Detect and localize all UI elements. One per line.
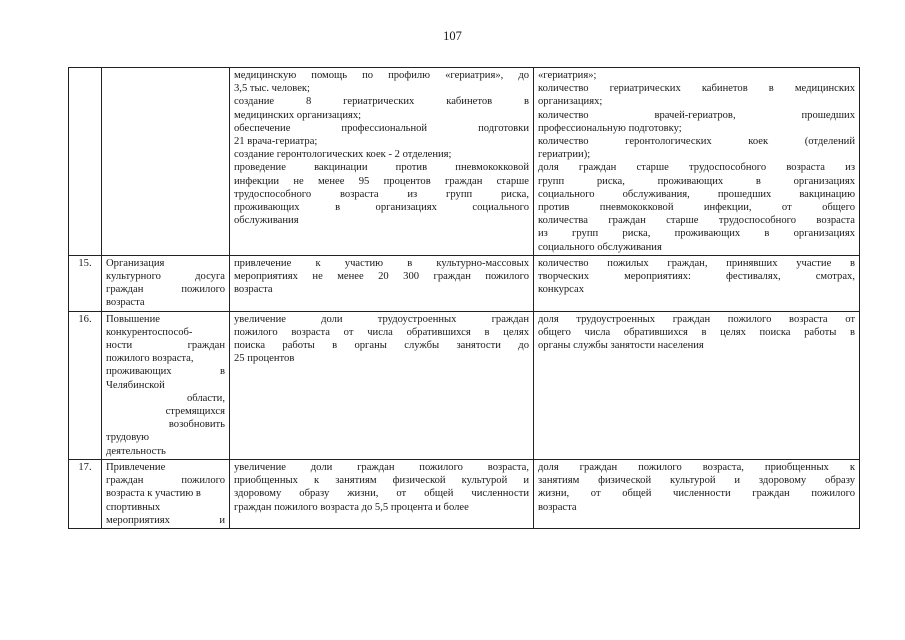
text-line: возраста [538,501,577,513]
text-line: профессиональную подготовку; [538,122,682,134]
page-number: 107 [443,29,462,43]
event-name-cell [102,459,230,528]
text-line: «гериатрия»; [538,70,597,81]
text-line: создание геронтологических коек - 2 отделения; [234,149,452,161]
measure-cell [230,68,534,256]
text-line: Привлечение [106,461,166,473]
text-line: увеличение доли трудоустроенных граждан [234,313,529,325]
text-line: организациях; [538,96,603,108]
table-body [69,68,860,529]
measure-cell [230,255,534,311]
event-name-cell [102,255,230,311]
text-line: пожилого возраста, [106,353,194,365]
text-line: поиска работы в органы службы занятости до [234,340,529,352]
text-line: спортивных [106,501,161,513]
text-line: гериатрии); [538,149,591,161]
indicator-cell [534,68,860,256]
measure-cell [230,311,534,459]
table-row [69,255,860,311]
text-line: возраста к участию в [106,488,201,500]
table-row [69,459,860,528]
text-line: трудоспособного возраста из групп риска, [234,188,529,200]
text-line: социального обслуживания [538,241,662,253]
text-line: мероприятиях и [106,514,225,526]
text-line: доля граждан старше трудоспособного возраста из [538,162,855,174]
indicator-cell [534,311,860,459]
indicator-cell [534,459,860,528]
text-line: возраста [106,297,145,309]
measures-table [68,67,860,529]
table-row [69,68,860,256]
event-name-cell [102,68,230,256]
text-line: Челябинской [106,379,165,391]
text-line: доля граждан пожилого возраста, приобщенных к [538,461,855,473]
text-line: количество гериатрических кабинетов в медицинских [538,83,855,95]
text-line: проживающих в организациях социального [234,202,529,214]
text-line: трудовую [106,432,150,444]
text-line: проведение вакцинации против пневмококковой [234,162,529,174]
text-line: количество врачей-гериатров, прошедших [538,109,855,121]
row-number: 16. [69,311,102,459]
text-line: культурного досуга [106,271,225,283]
text-line: органы службы занятости населения [538,340,704,352]
text-line: социального обслуживания, прошедших вакцинацию [538,188,855,200]
table-row [69,311,860,459]
row-number: 15. [69,255,102,311]
text-line: деятельность [106,445,166,457]
text-line: конкурентоспособ- [106,326,193,338]
text-line: области, [186,392,225,404]
text-line: увеличение доли граждан пожилого возраста, [234,461,529,473]
text-line: приобщенных к занятиям физической культурой и [234,475,529,487]
text-line: обслуживания [234,215,299,227]
text-line: мероприятиях не менее 20 300 граждан пожилого [234,271,529,283]
text-line: занятиям физической культурой и здоровому образу [538,475,855,487]
text-line: возраста [234,284,273,296]
text-line: создание 8 гериатрических кабинетов в [234,96,529,108]
text-line: общего числа обратившихся в целях поиска работы в [538,326,855,338]
text-line: пожилого возраста от числа обратившихся в целях [234,326,529,338]
text-line: групп риска, проживающих в организациях [538,175,855,187]
text-line: медицинских организациях; [234,109,362,121]
text-line: конкурсах [538,284,584,296]
text-line: обеспечение профессиональной подготовки [234,122,529,134]
text-line: из групп риска, проживающих в организациях [538,228,855,240]
text-line: ности граждан [106,340,225,352]
text-line: возобновить [168,419,225,431]
text-line: 21 врача-гериатра; [234,136,318,148]
row-number: 17. [69,459,102,528]
text-line: инфекции не менее 95 процентов граждан старше [234,175,529,187]
text-line: привлечение к участию в культурно-массовых [234,257,529,269]
text-line: 25 процентов [234,353,295,365]
row-number [69,68,102,256]
indicator-cell [534,255,860,311]
text-line: здоровому образу жизни, от общей численности [234,488,529,500]
text-line: доля трудоустроенных граждан пожилого возраста от [538,313,855,325]
measure-cell [230,459,534,528]
text-line: 3,5 тыс. человек; [234,83,310,95]
text-line: граждан пожилого [106,284,225,296]
text-line: стремящихся [165,406,225,418]
event-name-cell [102,311,230,459]
text-line: жизни, от общей численности граждан пожилого [538,488,855,500]
text-line: Повышение [106,313,160,325]
text-line: Организация [106,257,165,269]
text-line: граждан пожилого возраста до 5,5 процента и более [234,501,469,513]
text-line: количество геронтологических коек (отделений [538,136,855,148]
text-line: количество пожилых граждан, принявших участие в [538,257,855,269]
text-line: граждан пожилого [106,475,225,487]
text-line: медицинскую помощь по профилю «гериатрия», до [234,70,529,81]
text-line: против пневмококковой инфекции, от общего [538,202,855,214]
text-line: творческих мероприятиях: фестивалях, смотрах, [538,271,855,283]
text-line: проживающих в [106,366,225,378]
text-line: количества граждан старше трудоспособного возраста [538,215,855,227]
